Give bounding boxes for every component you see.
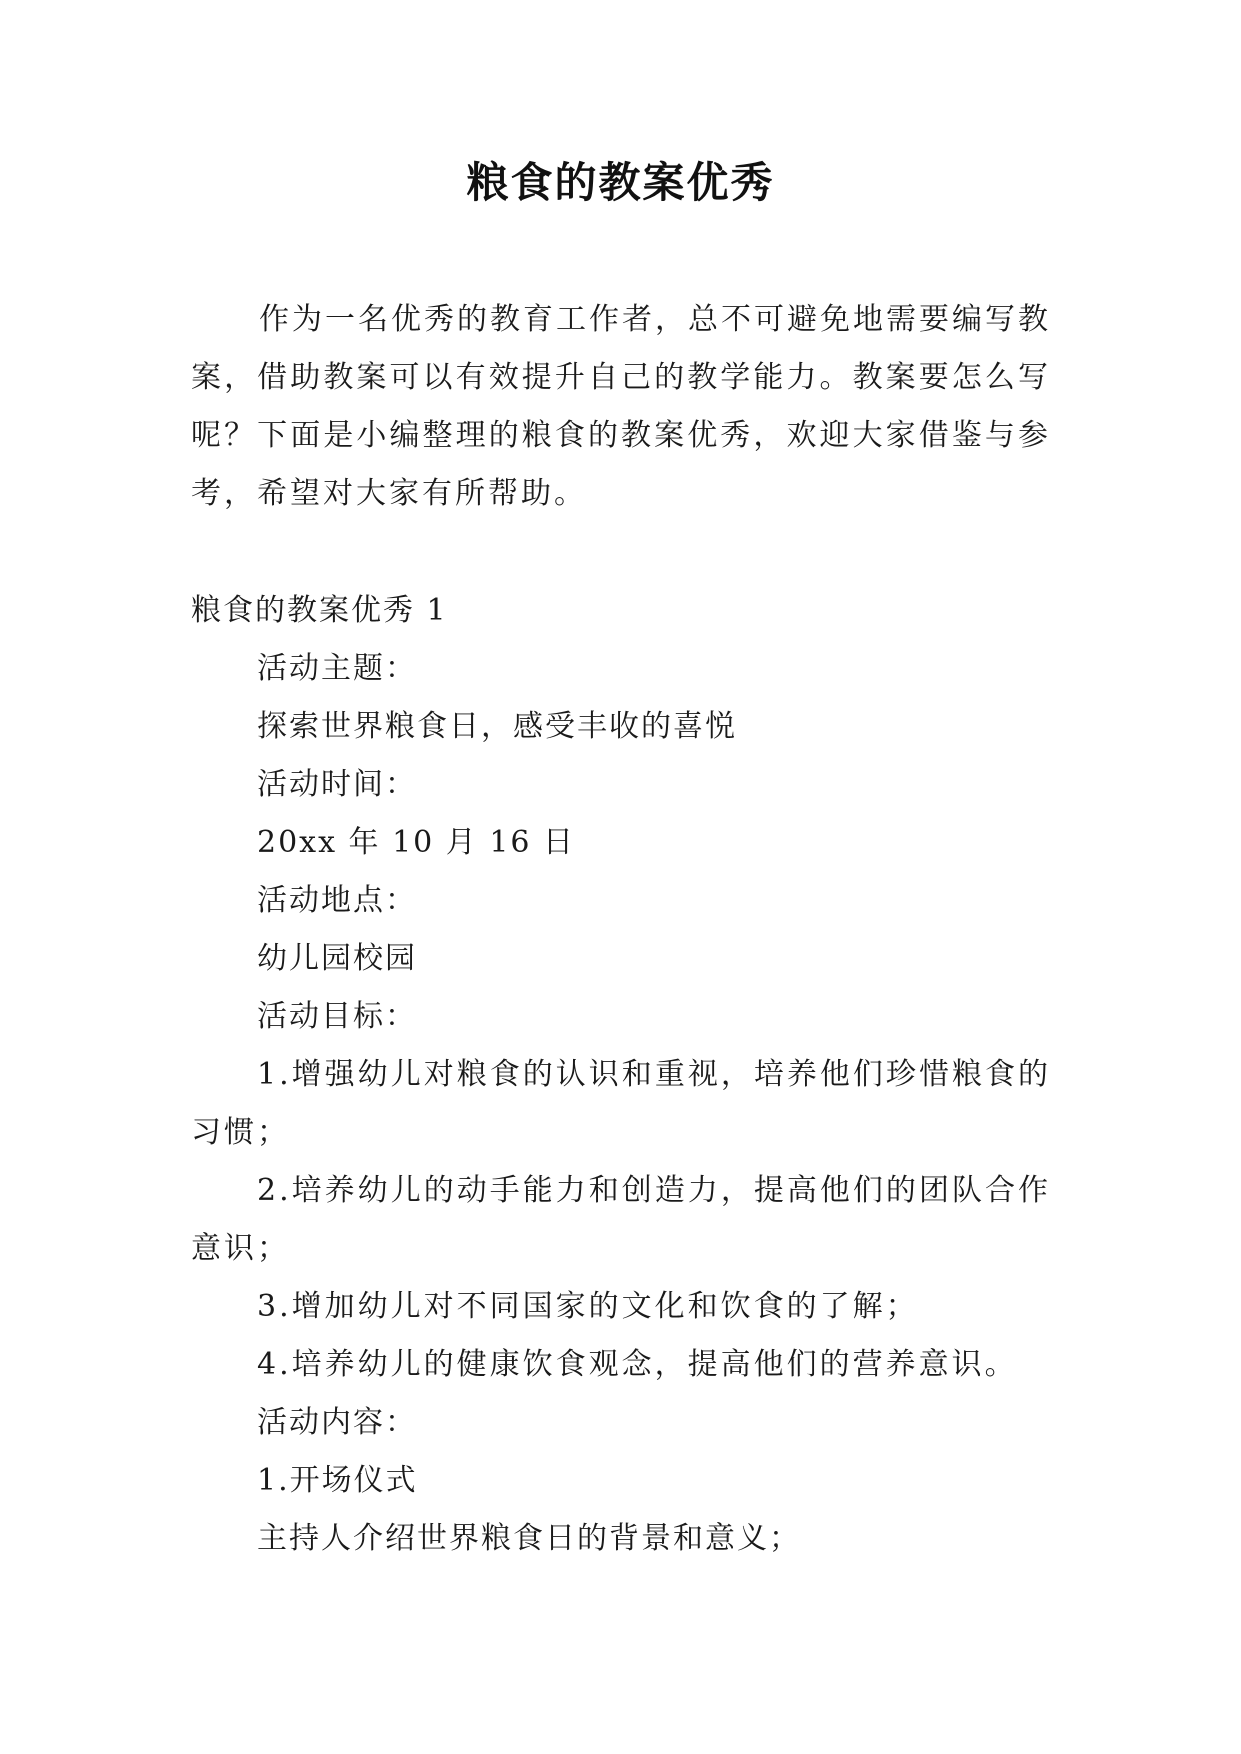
intro-paragraph: 作为一名优秀的教育工作者，总不可避免地需要编写教案，借助教案可以有效提升自己的教学能力。教案要怎么写呢？下面是小编整理的粮食的教案优秀，欢迎大家借鉴与参考，希望对大家有所帮助。 — [191, 302, 1051, 511]
goals-label: 活动目标： — [257, 999, 417, 1034]
section-body — [191, 640, 1051, 1568]
time-value: 20xx 年 10 月 16 日 — [257, 825, 576, 860]
content-label: 活动内容： — [257, 1405, 417, 1440]
theme-value: 探索世界粮食日，感受丰收的喜悦 — [257, 709, 737, 744]
content-item-desc: 主持人介绍世界粮食日的背景和意义； — [257, 1521, 801, 1556]
document-title: 粮食的教案优秀 — [466, 158, 775, 207]
goal-item: 1.增强幼儿对粮食的认识和重视，培养他们珍惜粮食的习惯； — [191, 1057, 1051, 1150]
content-item: 1.开场仪式 — [257, 1463, 418, 1498]
goal-item: 2.培养幼儿的动手能力和创造力，提高他们的团队合作意识； — [191, 1173, 1051, 1266]
goal-item: 4.培养幼儿的健康饮食观念，提高他们的营养意识。 — [257, 1347, 1018, 1382]
section-heading: 粮食的教案优秀 1 — [191, 593, 448, 628]
theme-label: 活动主题： — [257, 651, 417, 686]
goal-item: 3.增加幼儿对不同国家的文化和饮食的了解； — [257, 1289, 919, 1324]
place-label: 活动地点： — [257, 883, 417, 918]
place-value: 幼儿园校园 — [257, 941, 417, 976]
time-label: 活动时间： — [257, 767, 417, 802]
